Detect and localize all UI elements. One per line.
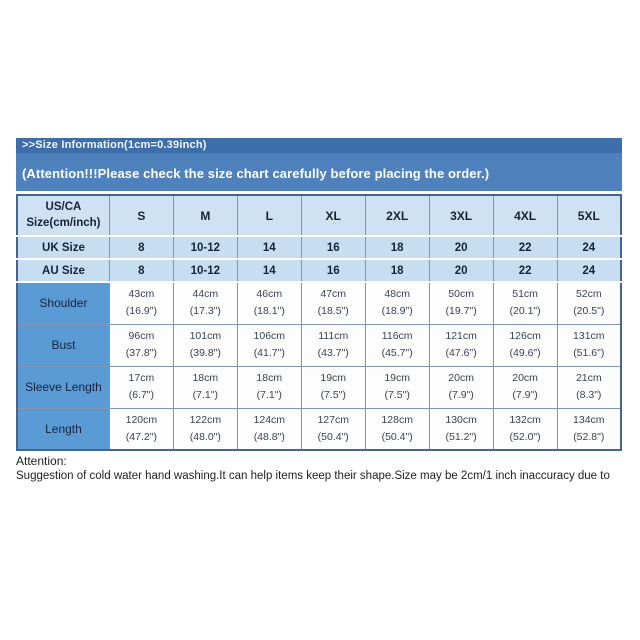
sleeve-cell — [365, 366, 429, 408]
inch-value: (7.5") — [384, 389, 410, 401]
cm-value: 131cm — [573, 330, 605, 343]
uk-size-value: 18 — [365, 236, 429, 259]
inch-value: (7.1") — [192, 389, 218, 401]
cm-value: 134cm — [573, 413, 605, 426]
cm-value: 20cm — [512, 372, 538, 385]
inch-value: (49.6") — [509, 347, 541, 359]
cm-value: 121cm — [445, 330, 477, 343]
uk-size-value: 16 — [301, 236, 365, 259]
au-size-value: 18 — [365, 259, 429, 282]
bust-cell — [301, 324, 365, 366]
inch-value: (17.3") — [189, 305, 221, 318]
length-cell — [237, 408, 301, 450]
inch-value: (39.8") — [189, 347, 221, 359]
inch-value: (47.6") — [445, 347, 477, 359]
corner-line2: Size(cm/inch) — [26, 216, 101, 229]
cm-value: 132cm — [509, 413, 541, 426]
size-info-sheet — [16, 138, 622, 485]
au-size-value: 22 — [493, 259, 557, 282]
inch-value: (7.9") — [512, 389, 538, 401]
cm-value: 127cm — [317, 413, 349, 426]
length-cell — [365, 408, 429, 450]
cm-value: 48cm — [384, 288, 411, 301]
inch-value: (18.9") — [381, 305, 413, 318]
inch-value: (20.5") — [573, 305, 605, 318]
inch-value: (6.7") — [128, 389, 155, 401]
corner-line1: US/CA — [45, 200, 82, 213]
sleeve-cell — [493, 366, 557, 408]
sleeve-length-label: Sleeve Length — [17, 366, 109, 408]
bust-label: Bust — [17, 324, 109, 366]
length-cell — [429, 408, 493, 450]
bust-cell — [557, 324, 621, 366]
bust-cell — [237, 324, 301, 366]
shoulder-cell — [493, 282, 557, 324]
length-cell — [557, 408, 621, 450]
inch-value: (19.7") — [445, 305, 477, 318]
cm-value: 44cm — [192, 288, 219, 301]
shoulder-label: Shoulder — [17, 282, 109, 324]
inch-value: (18.5") — [317, 305, 349, 318]
size-header-5xl: 5XL — [557, 195, 621, 236]
uk-size-value: 22 — [493, 236, 557, 259]
cm-value: 50cm — [448, 288, 474, 301]
corner-header-cell — [17, 195, 109, 236]
sleeve-cell — [109, 366, 173, 408]
shoulder-cell — [301, 282, 365, 324]
shoulder-cell — [237, 282, 301, 324]
inch-value: (45.7") — [381, 347, 413, 359]
length-cell — [173, 408, 237, 450]
length-row — [17, 408, 621, 450]
bust-cell — [365, 324, 429, 366]
length-label: Length — [17, 408, 109, 450]
cm-value: 51cm — [512, 288, 538, 301]
length-cell — [493, 408, 557, 450]
inch-value: (52.8") — [573, 430, 605, 443]
cm-value: 46cm — [256, 288, 283, 301]
cm-value: 120cm — [125, 413, 158, 426]
size-info-banner-title: >>Size Information(1cm=0.39inch) — [16, 138, 622, 153]
size-header-3xl: 3XL — [429, 195, 493, 236]
cm-value: 126cm — [509, 330, 541, 343]
size-header-4xl: 4XL — [493, 195, 557, 236]
sleeve-cell — [173, 366, 237, 408]
cm-value: 124cm — [253, 413, 286, 426]
size-header-s: S — [109, 195, 173, 236]
bust-cell — [429, 324, 493, 366]
shoulder-row — [17, 282, 621, 324]
au-size-value: 10-12 — [173, 259, 237, 282]
cm-value: 20cm — [448, 372, 474, 385]
au-size-value: 20 — [429, 259, 493, 282]
care-note: Suggestion of cold water hand washing.It can help items keep their shape.Size may be 2cm/1 inch inaccuracy due to — [16, 470, 610, 482]
uk-size-row — [17, 236, 621, 259]
cm-value: 122cm — [189, 413, 222, 426]
au-size-value: 24 — [557, 259, 621, 282]
shoulder-cell — [557, 282, 621, 324]
bust-row — [17, 324, 621, 366]
sleeve-cell — [429, 366, 493, 408]
bust-cell — [173, 324, 237, 366]
inch-value: (51.2") — [445, 430, 477, 443]
inch-value: (20.1") — [509, 305, 541, 318]
attention-label: Attention: — [16, 454, 67, 468]
shoulder-cell — [429, 282, 493, 324]
cm-value: 101cm — [189, 330, 222, 343]
inch-value: (47.2") — [125, 430, 157, 443]
shoulder-cell — [173, 282, 237, 324]
inch-value: (52.0") — [509, 430, 541, 443]
inch-value: (18.1") — [253, 305, 285, 318]
uk-size-value: 20 — [429, 236, 493, 259]
cm-value: 116cm — [381, 330, 413, 343]
bust-cell — [493, 324, 557, 366]
cm-value: 128cm — [381, 413, 413, 426]
cm-value: 47cm — [320, 288, 347, 301]
uk-size-value: 8 — [109, 236, 173, 259]
cm-value: 106cm — [253, 330, 286, 343]
inch-value: (8.3") — [576, 389, 602, 401]
au-size-row — [17, 259, 621, 282]
uk-size-value: 24 — [557, 236, 621, 259]
uk-size-value: 14 — [237, 236, 301, 259]
uk-size-value: 10-12 — [173, 236, 237, 259]
inch-value: (48.8") — [253, 430, 285, 443]
cm-value: 52cm — [575, 288, 602, 301]
inch-value: (7.5") — [320, 389, 346, 401]
size-header-xl: XL — [301, 195, 365, 236]
inch-value: (48.0") — [189, 430, 221, 443]
size-chart-table — [16, 194, 622, 451]
shoulder-cell — [365, 282, 429, 324]
au-size-value: 16 — [301, 259, 365, 282]
cm-value: 18cm — [256, 372, 283, 385]
sleeve-cell — [237, 366, 301, 408]
size-header-2xl: 2XL — [365, 195, 429, 236]
cm-value: 18cm — [192, 372, 219, 385]
cm-value: 96cm — [128, 330, 155, 343]
inch-value: (7.1") — [256, 389, 282, 401]
cm-value: 19cm — [384, 372, 411, 385]
sleeve-length-row — [17, 366, 621, 408]
cm-value: 17cm — [128, 372, 155, 385]
cm-value: 43cm — [128, 288, 155, 301]
inch-value: (51.6") — [573, 347, 605, 359]
inch-value: (16.9") — [125, 305, 157, 318]
bust-cell — [109, 324, 173, 366]
uk-size-label: UK Size — [17, 236, 109, 259]
inch-value: (37.8") — [125, 347, 157, 359]
footer-notes — [16, 454, 622, 485]
size-header-m: M — [173, 195, 237, 236]
cm-value: 111cm — [318, 330, 349, 343]
header-row — [17, 195, 621, 236]
size-info-banner-subtitle: (Attention!!!Please check the size chart carefully before placing the order.) — [16, 153, 622, 191]
au-size-label: AU Size — [17, 259, 109, 282]
length-cell — [301, 408, 365, 450]
au-size-value: 8 — [109, 259, 173, 282]
sleeve-cell — [301, 366, 365, 408]
inch-value: (50.4") — [317, 430, 349, 443]
size-header-l: L — [237, 195, 301, 236]
inch-value: (50.4") — [381, 430, 413, 443]
inch-value: (41.7") — [253, 347, 285, 359]
sleeve-cell — [557, 366, 621, 408]
shoulder-cell — [109, 282, 173, 324]
au-size-value: 14 — [237, 259, 301, 282]
inch-value: (7.9") — [448, 389, 474, 401]
cm-value: 19cm — [320, 372, 347, 385]
cm-value: 130cm — [445, 413, 477, 426]
cm-value: 21cm — [575, 372, 602, 385]
inch-value: (43.7") — [317, 347, 349, 359]
length-cell — [109, 408, 173, 450]
